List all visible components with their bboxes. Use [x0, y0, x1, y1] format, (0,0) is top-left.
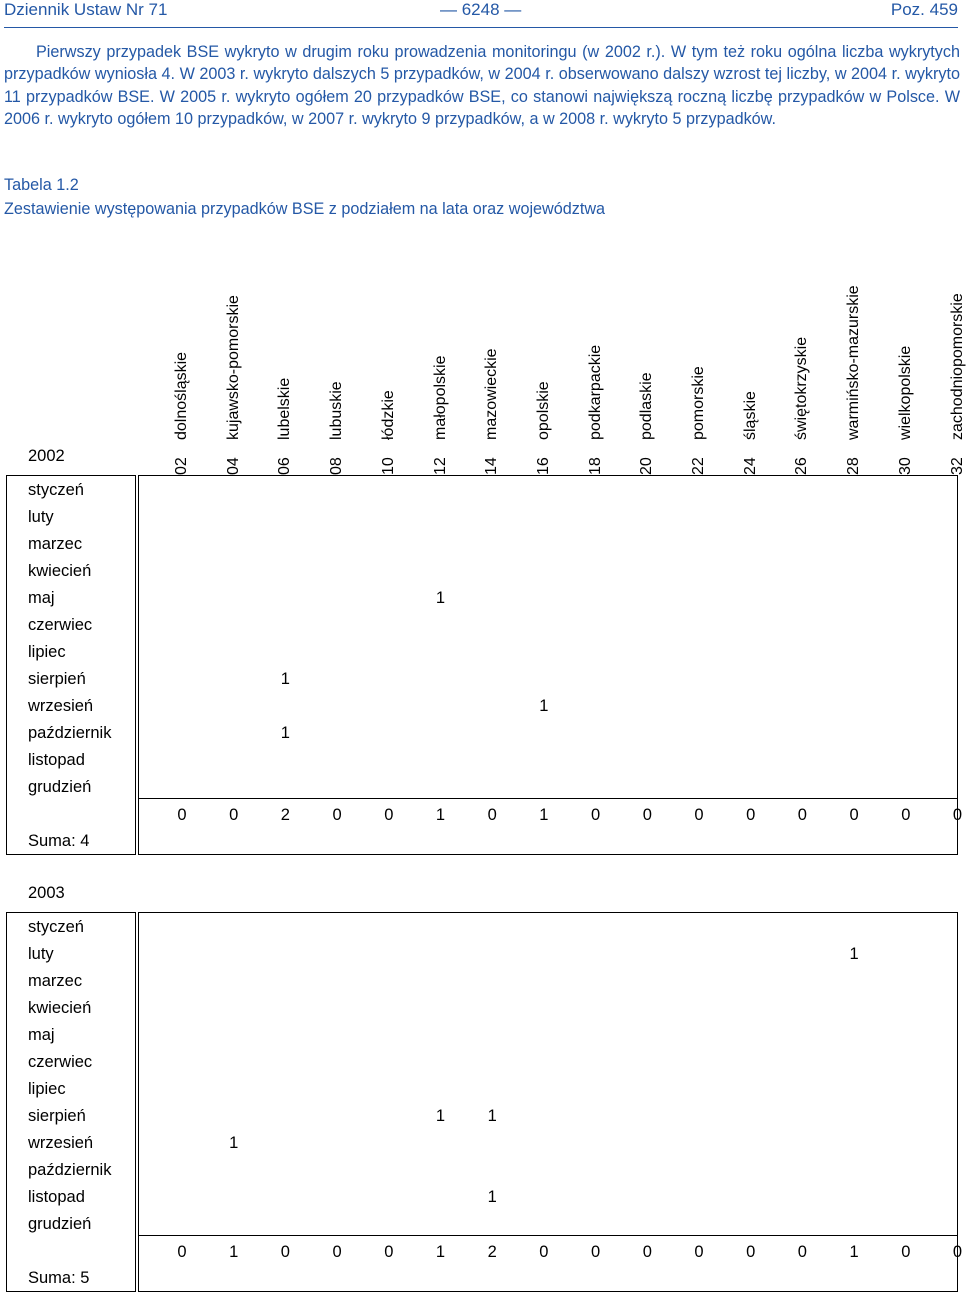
month-label: maj: [28, 1026, 55, 1044]
month-label: kwiecień: [28, 562, 92, 580]
voivodeship-total: 0: [642, 1243, 652, 1261]
year-label: 2003: [28, 884, 65, 902]
voivodeship-code: 32: [948, 457, 966, 475]
voivodeship-total: 0: [384, 806, 394, 824]
voivodeship-code: 28: [845, 457, 863, 475]
sum-divider: [139, 1235, 957, 1236]
month-label: styczeń: [28, 481, 84, 499]
journal-title: Dziennik Ustaw Nr 71: [4, 0, 168, 19]
month-label: maj: [28, 589, 55, 607]
year-label: 2002: [28, 447, 65, 465]
voivodeship-code: 30: [896, 457, 914, 475]
month-label: wrzesień: [28, 697, 94, 715]
voivodeship-total: 0: [177, 1243, 187, 1261]
voivodeship-code: 16: [534, 457, 552, 475]
page-number: — 6248 —: [440, 0, 522, 19]
voivodeship-code: 26: [793, 457, 811, 475]
month-label: październik: [28, 1161, 112, 1179]
voivodeship-total: 2: [487, 1243, 497, 1261]
intro-paragraph: Pierwszy przypadek BSE wykryto w drugim roku prowadzenia monitoringu (w 2002 r.). W tym też roku ogólna liczba wykrytych przypadków wyniosła 4. W 2003 r. wykryto dalszych 5 przypadków, w 2004 r. obserwowano dalszy wzrost tej liczby, w 2004 r. wykryto 11 przypadków BSE. W 2005 r. wykryto ogółem 20 przypadków BSE, co stanowi największą roczną liczbę przypadków w Polsce. W 2006 r. wykryto ogółem 10 przypadków, w 2007 r. wykryto 9 przypadków, a w 2008 r. wykryto 5 przypadków.: [4, 43, 960, 128]
voivodeship-name: dolnośląskie: [173, 351, 190, 440]
voivodeship-total: 0: [746, 1243, 756, 1261]
voivodeship-code: 04: [224, 457, 242, 475]
month-label: sierpień: [28, 1107, 86, 1125]
voivodeship-code: 14: [483, 457, 501, 475]
voivodeship-total: 0: [797, 1243, 807, 1261]
voivodeship-name: opolskie: [534, 381, 552, 440]
month-label: kwiecień: [28, 999, 92, 1017]
voivodeship-name: podlaskie: [638, 372, 656, 440]
voivodeship-total: 0: [384, 1243, 394, 1261]
month-label: marzec: [28, 972, 83, 990]
month-label: lipiec: [28, 1080, 66, 1098]
month-label-box: [6, 912, 136, 1292]
voivodeship-total: 2: [280, 806, 290, 824]
voivodeship-total: 0: [332, 806, 342, 824]
voivodeship-total: 1: [435, 1243, 446, 1261]
month-label: listopad: [28, 751, 85, 769]
voivodeship-name: warmińsko-mazurskie: [845, 285, 863, 440]
month-label: wrzesień: [28, 1134, 94, 1152]
voivodeship-code: 20: [638, 457, 656, 475]
voivodeship-total: 0: [642, 806, 652, 824]
voivodeship-code: 12: [431, 457, 449, 475]
voivodeship-total: 0: [746, 806, 756, 824]
month-label: listopad: [28, 1188, 85, 1206]
case-count: 1: [435, 1107, 446, 1125]
case-count: 1: [849, 945, 859, 963]
voivodeship-code: 02: [173, 457, 190, 475]
header-divider: [4, 27, 958, 28]
voivodeship-code: 06: [276, 457, 294, 475]
voivodeship-total: 0: [229, 806, 239, 824]
page-header: [4, 0, 958, 24]
month-label: czerwiec: [28, 1053, 93, 1071]
voivodeship-name: małopolskie: [431, 355, 449, 440]
month-label: sierpień: [28, 670, 86, 688]
voivodeship-total: 1: [229, 1243, 239, 1261]
voivodeship-name: wielkopolskie: [896, 345, 914, 440]
voivodeship-total: 0: [177, 806, 187, 824]
voivodeship-name: świętokrzyskie: [793, 336, 811, 440]
voivodeship-code: 22: [690, 457, 707, 475]
sum-divider: [139, 798, 957, 799]
voivodeship-total: 0: [952, 806, 963, 824]
voivodeship-name: podkarpackie: [586, 344, 604, 440]
voivodeship-name: śląskie: [741, 391, 759, 440]
voivodeship-total: 0: [694, 806, 704, 824]
month-label-box: [6, 475, 136, 855]
year-sum: Suma: 5: [28, 1269, 90, 1287]
voivodeship-code: 24: [741, 457, 759, 475]
voivodeship-total: 0: [591, 806, 601, 824]
voivodeship-total: 0: [694, 1243, 704, 1261]
case-count: 1: [280, 724, 290, 742]
voivodeship-name: lubelskie: [276, 377, 294, 440]
case-count: 1: [229, 1134, 239, 1152]
voivodeship-total: 0: [849, 806, 859, 824]
case-count: 1: [487, 1188, 497, 1206]
voivodeship-code: 10: [379, 457, 397, 475]
case-count: 1: [280, 670, 290, 688]
voivodeship-total: 0: [539, 1243, 549, 1261]
voivodeship-total: 0: [797, 806, 807, 824]
voivodeship-total: 0: [901, 806, 911, 824]
voivodeship-name: lubuskie: [328, 381, 346, 440]
voivodeship-name: pomorskie: [690, 366, 707, 440]
voivodeship-name: łódzkie: [379, 390, 397, 440]
voivodeship-name: zachodniopomorskie: [948, 293, 966, 440]
voivodeship-total: 0: [591, 1243, 601, 1261]
voivodeship-total: 1: [435, 806, 446, 824]
case-count: 1: [435, 589, 446, 607]
voivodeship-total: 0: [952, 1243, 963, 1261]
position-number: Poz. 459: [890, 0, 958, 19]
voivodeship-total: 0: [280, 1243, 290, 1261]
month-label: luty: [28, 945, 54, 963]
voivodeship-total: 0: [901, 1243, 911, 1261]
voivodeship-code: 18: [586, 457, 604, 475]
table-title: Zestawienie występowania przypadków BSE z podziałem na lata oraz województwa: [4, 200, 606, 218]
month-label: lipiec: [28, 643, 66, 661]
voivodeship-code: 08: [328, 457, 346, 475]
case-count: 1: [539, 697, 549, 715]
voivodeship-total: 0: [332, 1243, 342, 1261]
voivodeship-total: 1: [849, 1243, 859, 1261]
month-label: styczeń: [28, 918, 84, 936]
month-label: marzec: [28, 535, 83, 553]
month-label: grudzień: [28, 778, 92, 796]
month-label: luty: [28, 508, 54, 526]
voivodeship-total: 1: [539, 806, 549, 824]
case-count: 1: [487, 1107, 497, 1125]
table-label: Tabela 1.2: [4, 176, 79, 194]
year-sum: Suma: 4: [28, 832, 90, 850]
voivodeship-total: 0: [487, 806, 497, 824]
voivodeship-name: kujawsko-pomorskie: [224, 295, 242, 440]
month-label: grudzień: [28, 1215, 92, 1233]
month-label: czerwiec: [28, 616, 93, 634]
month-label: październik: [28, 724, 112, 742]
voivodeship-name: mazowieckie: [483, 348, 501, 440]
